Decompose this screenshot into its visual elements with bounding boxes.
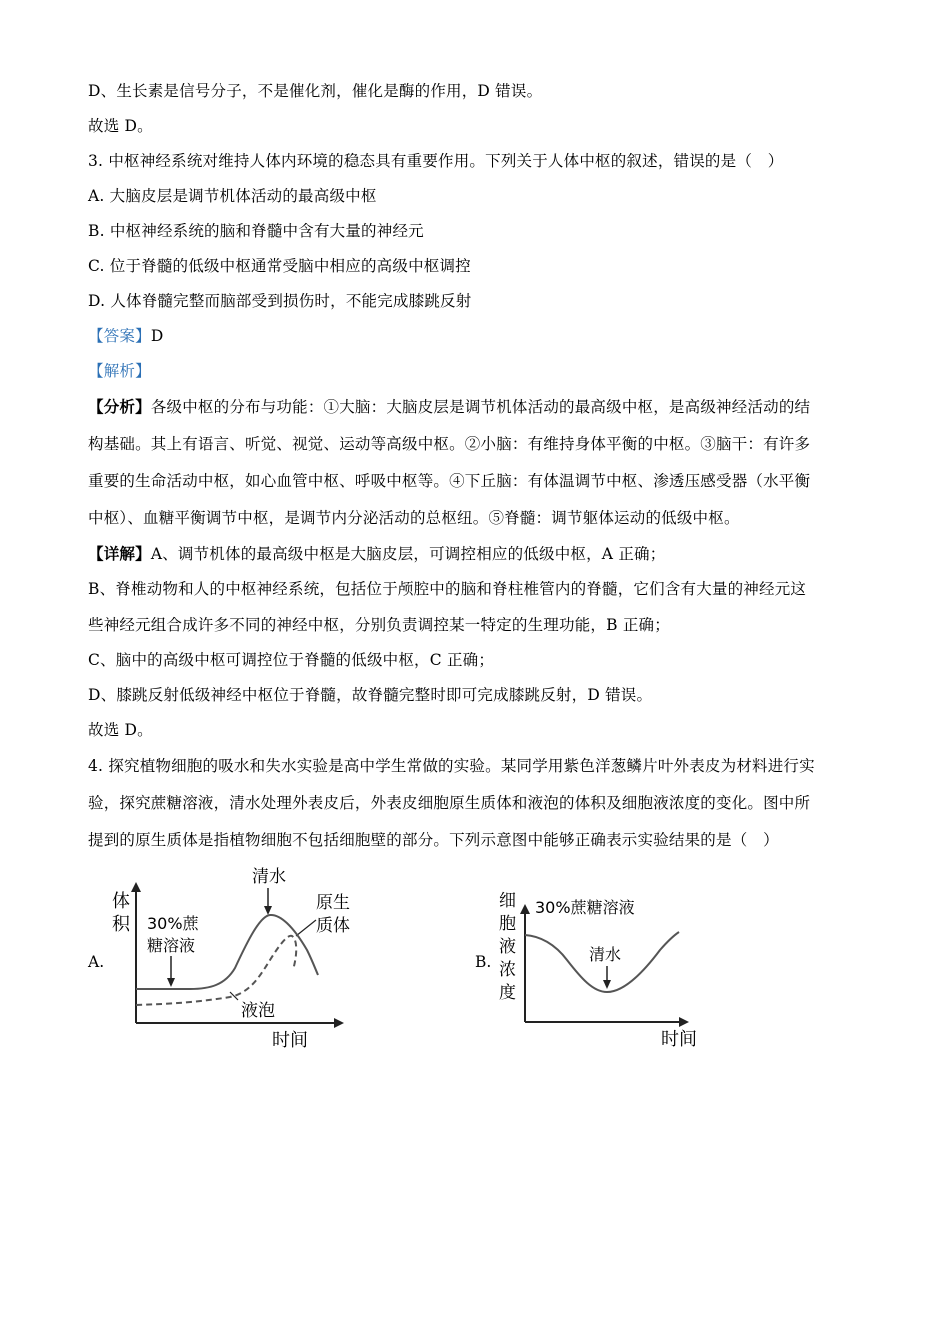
fenxi-text: 中枢）、血糖平衡调节中枢，是调节内分泌活动的总枢纽。⑤脊髓：调节躯体运动的低级中枢。	[88, 509, 740, 527]
sucrose-arrow-head	[167, 978, 175, 987]
y-label-char: 液	[499, 937, 516, 957]
answer-value: D	[150, 327, 164, 345]
water-arrow-head	[264, 906, 272, 915]
question-4-stem: 4. 探究植物细胞的吸水和失水实验是高中学生常做的实验。某同学用紫色洋葱鳞片叶外表皮为材料进行实	[88, 757, 815, 775]
option-a-label: A.	[88, 953, 105, 971]
xiangjie-text: 故选 D。	[88, 721, 153, 739]
analysis-tag: 【解析】	[88, 362, 151, 380]
water-arrow-head	[603, 980, 611, 989]
question-3-option-c: C. 位于脊髓的低级中枢通常受脑中相应的高级中枢调控	[88, 257, 471, 275]
text-line: 故选 D。	[88, 117, 153, 135]
xiangjie-text: B、脊椎动物和人的中枢神经系统，包括位于颅腔中的脑和脊柱椎管内的脊髓，它们含有大量的神经元这	[88, 580, 807, 598]
xiangjie-text: D、膝跳反射低级神经中枢位于脊髓，故脊髓完整时即可完成膝跳反射，D 错误。	[88, 686, 653, 704]
sucrose-label: 糖溶液	[147, 936, 196, 955]
xiangjie-text: A、调节机体的最高级中枢是大脑皮层，可调控相应的低级中枢，A 正确；	[150, 545, 666, 563]
answer-tag: 【答案】	[88, 327, 151, 345]
fenxi-text: 构基础。其上有语言、听觉、视觉、运动等高级中枢。②小脑：有维持身体平衡的中枢。③脑干：有许多	[88, 435, 811, 453]
figure-b-svg	[495, 880, 715, 1055]
sucrose-label: 30%蔗糖溶液	[535, 898, 635, 917]
y-axis-arrow	[131, 882, 141, 892]
xiangjie-text: 些神经元组合成许多不同的神经中枢，分别负责调控某一特定的生理功能，B 正确；	[88, 616, 670, 634]
protoplast-label: 原生	[316, 893, 350, 913]
question-4-stem: 提到的原生质体是指植物细胞不包括细胞壁的部分。下列示意图中能够正确表示实验结果的是（ ）	[88, 831, 779, 849]
y-axis-arrow	[520, 904, 530, 914]
y-label-char: 浓	[499, 960, 516, 980]
question-3-stem: 3. 中枢神经系统对维持人体内环境的稳态具有重要作用。下列关于人体中枢的叙述，错误的是（ ）	[88, 152, 784, 170]
fenxi-text: 各级中枢的分布与功能：①大脑：大脑皮层是调节机体活动的最高级中枢，是高级神经活动的结	[150, 398, 811, 416]
x-label: 时间	[661, 1029, 697, 1050]
figure-a	[100, 860, 360, 1060]
sucrose-label: 30%蔗	[147, 914, 199, 933]
figure-a-svg	[100, 860, 360, 1060]
protoplast-label: 质体	[316, 916, 350, 936]
fenxi-text: 重要的生命活动中枢，如心血管中枢、呼吸中枢等。④下丘脑：有体温调节中枢、渗透压感受器（水平衡	[88, 472, 811, 490]
question-3-option-d: D. 人体脊髓完整而脑部受到损伤时，不能完成膝跳反射	[88, 292, 472, 310]
y-label-char: 度	[499, 983, 516, 1003]
y-label-char: 胞	[499, 914, 516, 934]
xiangjie-text: C、脑中的高级中枢可调控位于脊髓的低级中枢，C 正确；	[88, 651, 495, 669]
question-4-stem: 验，探究蔗糖溶液，清水处理外表皮后，外表皮细胞原生质体和液泡的体积及细胞液浓度的变化。图中所	[88, 794, 811, 812]
fenxi-tag: 【分析】	[88, 397, 151, 416]
fenxi-line	[88, 396, 810, 418]
question-3-option-b: B. 中枢神经系统的脑和脊髓中含有大量的神经元	[88, 222, 424, 240]
xiangjie-line	[88, 543, 665, 565]
water-label: 清水	[589, 945, 622, 964]
x-label: 时间	[272, 1030, 308, 1051]
answer-line	[88, 325, 163, 347]
x-axis-arrow	[679, 1017, 689, 1027]
vacuole-label: 液泡	[241, 1001, 275, 1021]
xiangjie-tag: 【详解】	[88, 544, 151, 563]
question-3-option-a: A. 大脑皮层是调节机体活动的最高级中枢	[88, 187, 377, 205]
option-b-label: B.	[475, 953, 492, 971]
analysis-line	[88, 360, 151, 382]
figure-b	[495, 880, 715, 1055]
y-label-char: 体	[112, 891, 130, 912]
protoplast-pointer	[296, 920, 316, 936]
y-label-char: 积	[112, 914, 130, 935]
x-axis-arrow	[334, 1018, 344, 1028]
water-label: 清水	[252, 867, 286, 887]
y-label-char: 细	[499, 891, 516, 911]
text-line: D、生长素是信号分子，不是催化剂，催化是酶的作用，D 错误。	[88, 82, 543, 100]
